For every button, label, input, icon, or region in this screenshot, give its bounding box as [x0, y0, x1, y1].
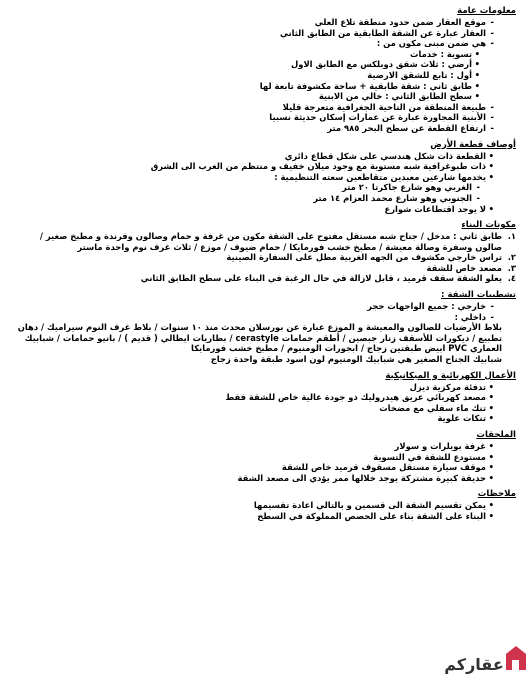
list-item	[14, 354, 516, 365]
list-item	[14, 500, 516, 511]
item-text: ذات طبوغرافية شبه مستوية مع وجود ميلان خفيف و منتظم من الغرب الى الشرق	[150, 161, 486, 172]
list-item	[14, 413, 516, 424]
document	[14, 6, 516, 528]
list-item	[14, 322, 516, 354]
list-item	[14, 273, 516, 284]
section-title-annex: الملحقات	[476, 430, 516, 440]
item-text: داخلي :	[454, 311, 486, 322]
list-land	[14, 151, 516, 215]
list-annex	[14, 441, 516, 483]
aqarkum-logo-watermark	[444, 640, 528, 680]
item-text: يمكن تقسيم الشقة الى قسمين و بالتالي اعادة تقسيمها	[253, 500, 486, 511]
item-text: ارتفاع القطعة عن سطح البحر ٩٨٥ متر	[327, 122, 486, 133]
item-text: هي ضمن مبنى مكون من :	[376, 38, 486, 49]
item-text: تدفئة مركزية ديزل	[409, 381, 486, 392]
logo-text: عقاركم	[444, 655, 504, 674]
item-text: القطعة ذات شكل هندسي على شكل قطاع دائري	[284, 150, 486, 161]
item-text: يخدمها شارعين معبدين متقاطعين سعته التنظيمية :	[274, 171, 486, 182]
section-land	[14, 140, 516, 215]
list-item	[14, 28, 516, 39]
item-text: طبيعة المنطقة من الناحية الجغرافية متعرجة قليلا	[282, 101, 486, 112]
item-text: مستودع للشقة في التسوية	[373, 451, 486, 462]
item-number: ١.	[507, 231, 516, 242]
section-general	[14, 6, 516, 134]
list-item	[14, 231, 516, 252]
list-building	[14, 231, 516, 284]
list-item	[14, 182, 516, 193]
list-general	[14, 17, 516, 134]
list-item	[14, 301, 516, 312]
section-title-land: أوصاف قطعة الأرض	[430, 139, 516, 150]
section-electrical	[14, 371, 516, 424]
list-item	[14, 263, 516, 274]
list-item	[14, 112, 516, 123]
list-item	[14, 193, 516, 204]
list-item	[14, 392, 516, 403]
item-text: الأبنية المجاورة عبارة عن عمارات إسكان حديثة نسبيا	[269, 112, 486, 123]
list-item	[14, 91, 516, 102]
section-title-building: مكونات البناء	[461, 220, 516, 231]
list-electrical	[14, 382, 516, 424]
list-item	[14, 17, 516, 28]
item-text: غرفة بويلرات و سولار	[394, 441, 486, 451]
item-text: الغربي وهو شارع جاكرتا ٢٠ متر	[342, 182, 472, 193]
item-text: لا يوجد اقتطاعات شوارع	[384, 203, 486, 214]
list-item	[14, 403, 516, 414]
item-text: يعلو الشقة سقف قرميد ، قابل لازالة في حال الرغبة في البناء على سطح الطابق الثاني	[140, 273, 502, 284]
list-item	[14, 204, 516, 215]
item-text: سطح الطابق الثاني : خالي من الابنية	[318, 91, 472, 102]
item-text: حديقة كبيرة مشتركة يوجد خلالها ممر يؤدي الى مصعد الشقة	[237, 472, 486, 483]
item-text: تسوية : خدمات	[410, 48, 472, 59]
list-item	[14, 441, 516, 452]
list-item	[14, 473, 516, 484]
list-item	[14, 252, 516, 263]
item-number: ٤.	[507, 273, 516, 284]
item-text: مصعد كهربائي عريق هيدروليك ذو جودة عالية خاص للشقة فقط	[225, 392, 486, 403]
section-annex	[14, 430, 516, 483]
item-number: ٣.	[507, 262, 516, 273]
list-item	[14, 511, 516, 522]
item-text: أرضي : ثلاث شقق دوبلكس مع الطابق الاول	[290, 59, 472, 70]
item-text: مصعد خاص للشقة	[426, 262, 502, 273]
section-title-general: معلومات عامة	[457, 6, 516, 16]
list-item	[14, 81, 516, 92]
list-item	[14, 49, 516, 60]
list-item	[14, 38, 516, 49]
list-item	[14, 161, 516, 172]
house-logo-icon	[506, 646, 526, 670]
section-building	[14, 220, 516, 284]
item-text: شبابيك الجناح الصغير هي شبابيك الومنيوم لون اسود طبقة واحدة زجاج	[210, 354, 502, 365]
item-text: موقع العقار ضمن حدود منطقة تلاع العلي	[314, 17, 486, 27]
item-text: الجنوبي وهو شارع محمد العزام ١٤ متر	[313, 192, 472, 203]
item-text: بلاط الأرضيات للصالون والمعيشة و الموزع عبارة عن بورسلان محدث منذ ١٠ سنوات / بلاط غرف النوم سيراميك / دهان تطبيع / ديكورات للأسقف زنار جبصين / أطقم حمامات cerastyle / بطاريات ايطالي ( قديم ) / بانيو حمامات / شبابيك العماري PVC ابيض طبقتين زجاج / ابجورات الومنيوم / مطبخ خشب فورمايكا	[17, 322, 502, 354]
list-item	[14, 59, 516, 70]
section-notes	[14, 489, 516, 521]
list-item	[14, 102, 516, 113]
item-number: ٢.	[507, 252, 516, 263]
section-title-notes: ملاحظات	[477, 489, 516, 500]
list-notes	[14, 500, 516, 521]
section-title-finishing: تشطيبات الشقة :	[441, 290, 516, 301]
item-text: أول : تابع للشقق الارضية	[367, 69, 472, 80]
list-item	[14, 382, 516, 393]
list-item	[14, 151, 516, 162]
list-item	[14, 462, 516, 473]
item-text: العقار عبارة عن الشقة الطابقية من الطابق الثاني	[279, 27, 486, 38]
item-text: طابق ثاني : مدخل / جناح شبه مستقل مفتوح على الشقة مكون من غرفة و حمام وصالون وفرندة و مطبخ صغير / صالون وسفرة وصالة معيشة / مطبخ خشب فورمايكا / حمام ضيوف / موزع / ثلاث غرف نوم واحدة ماستر	[39, 231, 502, 252]
item-text: تراس خارجي مكشوف من الجهه الغربية مطل على السفارة الصينية	[226, 252, 502, 263]
section-title-electrical: الأعمال الكهربائية و الميكانيكية	[385, 370, 516, 381]
item-text: تنك ماء سفلي مع مضخات	[379, 402, 486, 413]
list-item	[14, 123, 516, 134]
list-item	[14, 452, 516, 463]
item-text: خارجي : جميع الواجهات حجر	[367, 301, 486, 312]
item-text: طابق ثاني : شقة طابقية + ساحة مكشوفة تابعة لها	[259, 80, 472, 91]
item-text: تنكات علوية	[437, 413, 486, 424]
item-text: موقف سيارة مستقل مسقوف قرميد خاص للشقة	[281, 462, 486, 473]
item-text: البناء على الشقة بناء على الحصص المملوكة في السطح	[257, 510, 486, 521]
list-finishing	[14, 301, 516, 365]
list-item	[14, 172, 516, 183]
list-item	[14, 70, 516, 81]
list-item	[14, 312, 516, 323]
section-finishing	[14, 290, 516, 365]
